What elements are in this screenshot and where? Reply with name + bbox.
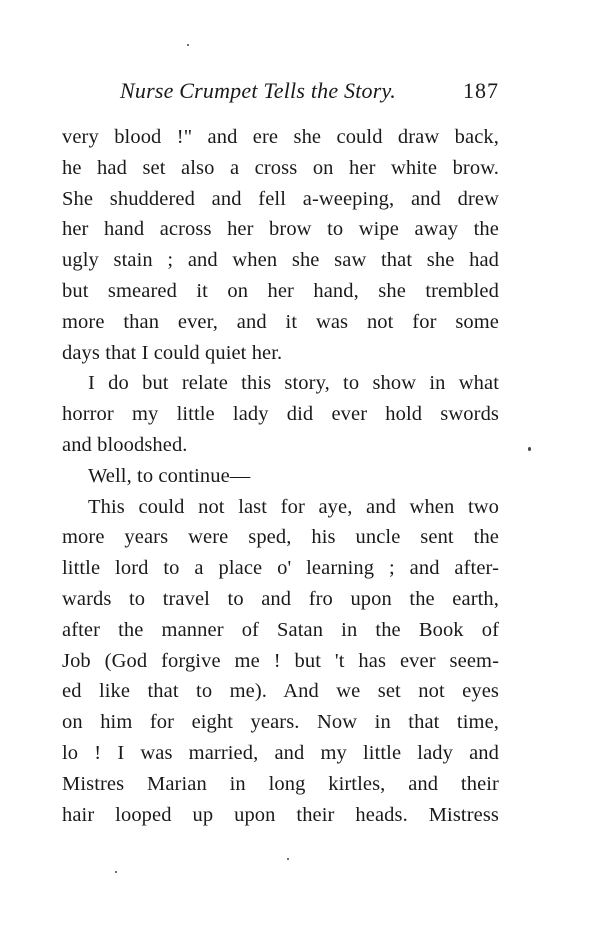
text-line: ugly stain ; and when she saw that she had xyxy=(62,249,499,272)
text-line: he had set also a cross on her white brow. xyxy=(62,156,499,179)
page-number: 187 xyxy=(463,78,499,103)
text-line: horror my little lady did ever hold swords xyxy=(62,403,499,426)
text-line: wards to travel to and fro upon the earth, xyxy=(62,587,499,610)
running-title: Nurse Crumpet Tells the Story. xyxy=(120,78,396,103)
text-line: and bloodshed. xyxy=(62,433,188,456)
paper-speck xyxy=(528,447,531,451)
text-line: This could not last for aye, and when two xyxy=(88,495,499,518)
text-line: lo ! I was married, and my little lady and xyxy=(62,741,499,764)
paper-speck xyxy=(115,871,117,873)
page-header xyxy=(62,74,499,108)
text-line: days that I could quiet her. xyxy=(62,341,283,364)
text-line: Well, to continue— xyxy=(88,464,251,487)
text-line: more years were sped, his uncle sent the xyxy=(62,526,499,549)
text-line: after the manner of Satan in the Book of xyxy=(62,618,499,641)
text-line: but smeared it on her hand, she trembled xyxy=(62,279,499,302)
text-line: She shuddered and fell a-weeping, and drew xyxy=(62,187,499,210)
paper-speck xyxy=(187,44,189,46)
body-text xyxy=(62,122,499,830)
text-line: her hand across her brow to wipe away the xyxy=(62,218,499,241)
text-line: Job (God forgive me ! but 't has ever seem- xyxy=(62,649,499,672)
paper-speck xyxy=(287,858,289,860)
text-line: little lord to a place o' learning ; and after- xyxy=(62,557,499,580)
text-line: Mistres Marian in long kirtles, and their xyxy=(62,772,499,795)
text-line: hair looped up upon their heads. Mistress xyxy=(62,803,499,826)
text-line: I do but relate this story, to show in what xyxy=(88,372,499,395)
text-line: on him for eight years. Now in that time, xyxy=(62,711,499,734)
text-line: more than ever, and it was not for some xyxy=(62,310,499,333)
text-line: very blood !" and ere she could draw back, xyxy=(62,126,499,148)
text-line: ed like that to me). And we set not eyes xyxy=(62,680,499,703)
